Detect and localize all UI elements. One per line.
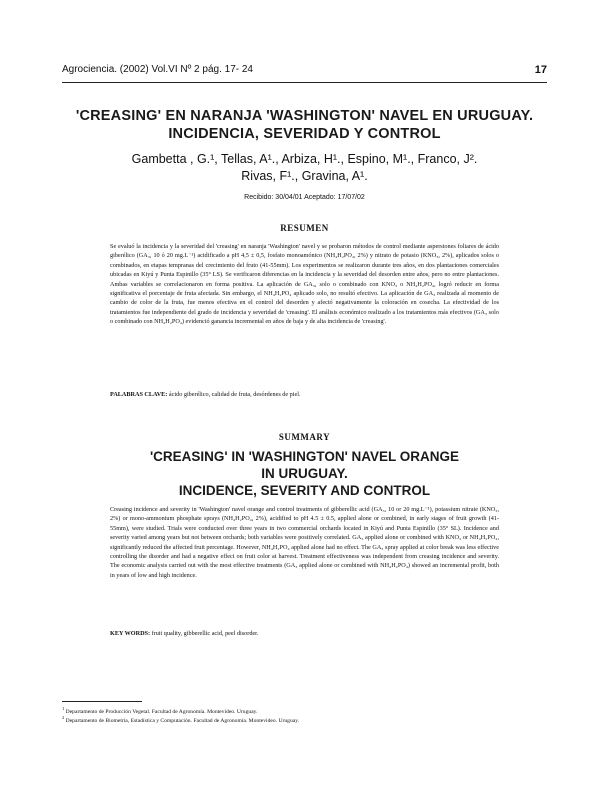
footnote-1-text: Departamento de Producción Vegetal. Facultad de Agronomía. Montevideo. Uruguay. [65,708,258,715]
resumen-text: Se evaluó la incidencia y la severidad del 'creasing' en naranja 'Washington' navel y se probaron métodos de control mediante aspersiones foliares de ácido giberélico (GA₃, 10 ó 20 mg.L⁻¹) acidificado a pH 4,5 ± 0,5, fosfato monoamónico (NH₄H₂PO₄, 2%) y nitrato de potasio (KNO₃, 2%), aplicados solos o combinados, en etapas tempranas del crecimiento del fruto (41-55mm). Los experimentos se realizaron durante tres años, en dos plantaciones comerciales ubicadas en Kiyú y Punta Espinillo (35° LS). Se verificaron diferencias en la incidencia y la severidad del desorden entre años, pero no entre plantaciones. Ambas variables se correlacionaron en forma positiva. La aplicación de GA₃, solo o combinado con KNO₃ o NH₄H₂PO₄, logró reducir en forma significativa el porcentaje de fruta afectada. Sin embargo, el NH₄H₂PO₄ aplicado solo, no resultó efectivo. La aplicación de GA₃ realizada al momento de cambio de color de la fruta, fue menos efectiva en el control del desorden y afectó negativamente la coloración en cosecha. La efectividad de los tratamientos fue independiente del grado de incidencia y severidad de 'creasing'. El análisis económico realizado a los tratamientos más efectivos (GA₃ solo o combinado con NH₄H₂PO₄) evidenció ganancia incremental en años de baja y de alta incidencia de 'creasing'. [110,243,499,326]
english-title [40,448,569,499]
page-number: 17 [534,64,547,76]
english-title-line-1: 'CREASING' IN 'WASHINGTON' NAVEL ORANGE [149,449,460,464]
footnote-2-text: Departamento de Biometría, Estadística y Computación. Facultad de Agronomía. Montevideo. Uruguay. [65,717,300,724]
author-list [80,151,529,185]
resumen-keywords [110,391,499,398]
summary-text: Creasing incidence and severity in 'Washington' navel orange and control treatments of gibberellic acid (GA₃, 10 or 20 mg.L⁻¹), potassium nitrate (KNO₃, 2%) or mono-ammonium phosphate sprays (NH₄H₂PO₄, 2%), acidified to pH 4.5 ± 0.5, applied alone or combined, in early stages of fruit growth (41-55mm), were studied. Trials were conducted over three years in two commercial orchards located in Kiyú and Punta Espinillo (35° SL). Incidence and severity varied among years but not between orchards; both variables were positively correlated. GA₃ applied alone or combined with KNO₃ or NH₄H₂PO₄, significantly reduced the affected fruit percentage. However, NH₄H₂PO₄ applied alone had no effect. The GA₃ spray applied at color break was less effective controlling the disorder and had a negative effect on fruit color at harvest. Treatment effectiveness was independent from creasing incidence and severity. The economic analysis carried out with the most effective treatments (GA₃ applied alone or combined with NH₄H₂PO₄) showed an incremental profit, both in years of low and high incidence. [110,506,499,579]
journal-citation: Agrociencia. (2002) Vol.VI Nº 2 pág. 17- 24 [62,64,253,75]
author-line-2: Rivas, F¹., Gravina, A¹. [241,169,368,183]
author-line-1: Gambetta , G.¹, Tellas, A¹., Arbiza, H¹., Espino, M¹., Franco, J². [131,152,478,166]
english-title-line-2: IN URUGUAY. [261,466,348,481]
spanish-title-line-1: 'CREASING' EN NARANJA 'WASHINGTON' NAVEL EN URUGUAY. [75,108,534,124]
resumen-keywords-label: PALABRAS CLAVE: [110,391,168,398]
resumen-keywords-value: ácido giberélico, calidad de fruta, desórdenes de piel. [167,391,301,398]
footnote-2: $^2$ Departamento de Biometría, Estadística y Computación. Facultad de Agronomía. Montevideo. Uruguay. [62,715,300,724]
english-title-line-3: INCIDENCE, SEVERITY AND CONTROL [178,483,431,498]
header-rule [62,82,547,83]
summary-keywords-label: KEY WORDS: [110,630,151,637]
resumen-heading: RESUMEN [280,223,329,233]
received-accepted-dates: Recibido: 30/04/01 Aceptado: 17/07/02 [244,194,365,201]
summary-keywords-value: fruit quality, gibberellic acid, peel disorder. [150,630,259,637]
footnote-rule [62,701,142,702]
footnote-1: $^1$ Departamento de Producción Vegetal. Facultad de Agronomía. Montevideo. Uruguay. [62,706,258,715]
summary-heading: SUMMARY [278,432,331,442]
spanish-title-line-2: INCIDENCIA, SEVERIDAD Y CONTROL [168,126,441,142]
summary-keywords [110,630,499,637]
running-header [62,64,547,78]
spanish-title [40,107,569,143]
